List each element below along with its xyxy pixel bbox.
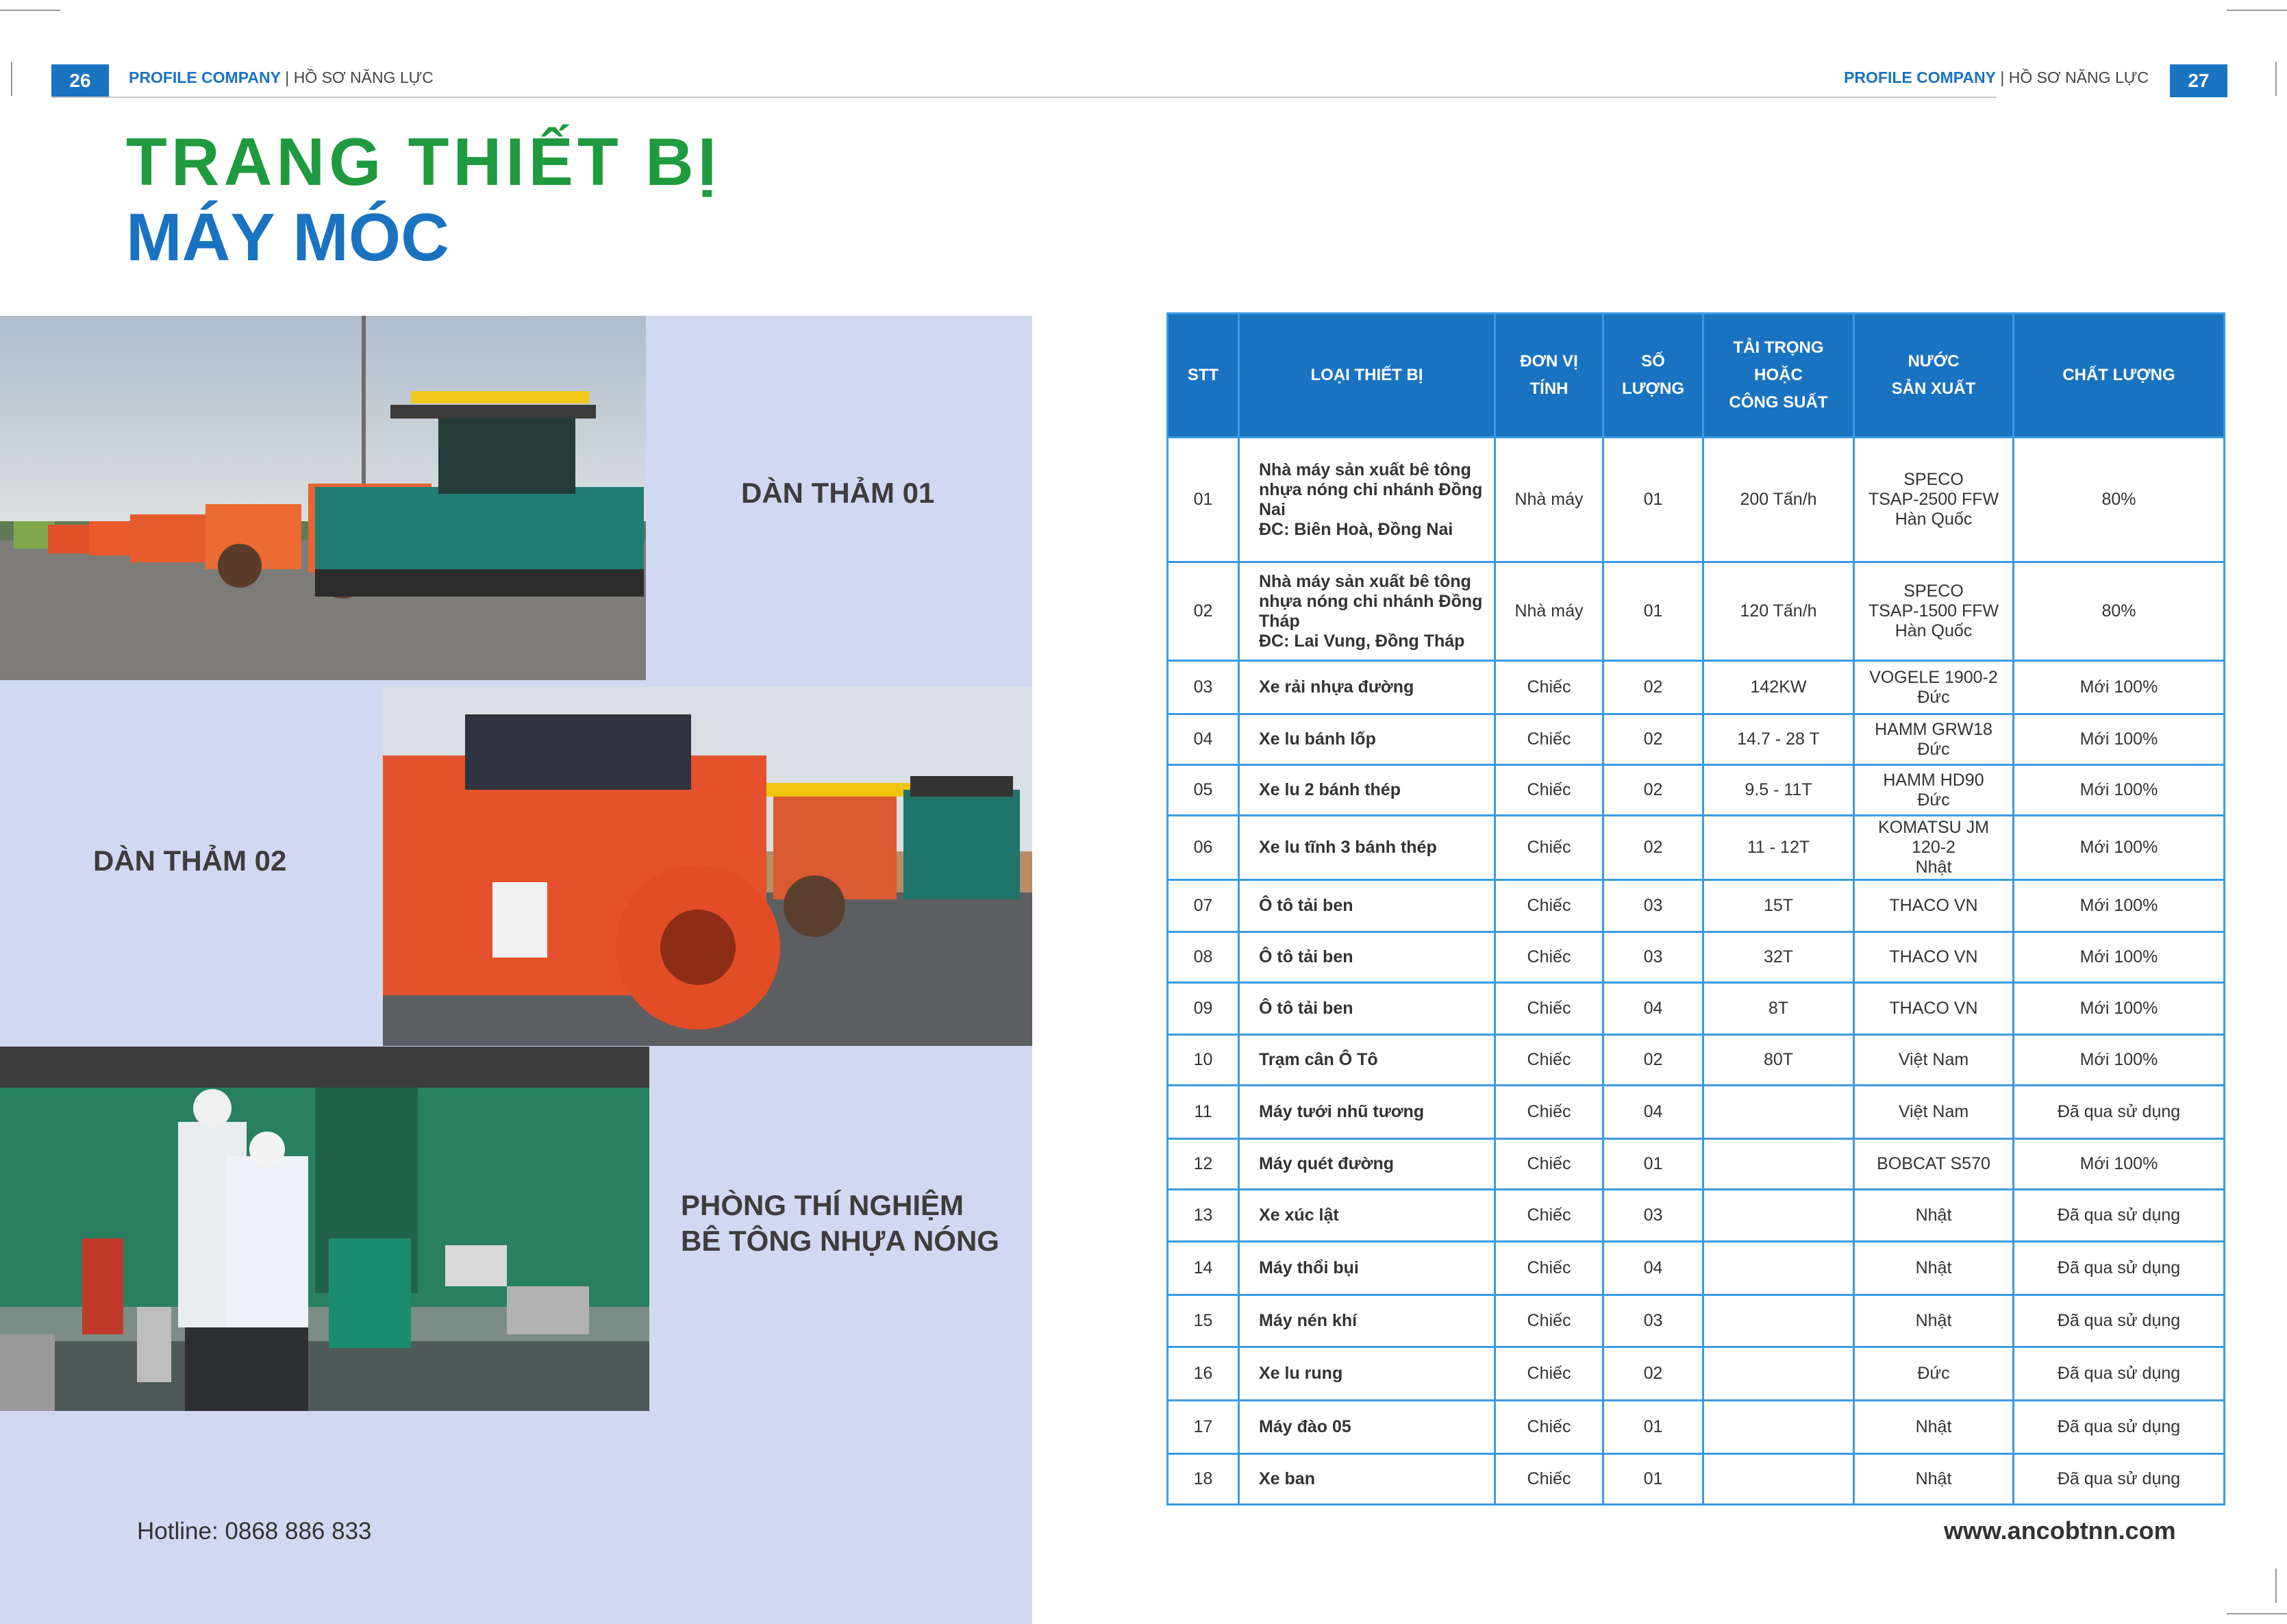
cell-unit: Chiếc	[1495, 1190, 1603, 1242]
cell-origin: Nhật	[1854, 1190, 2014, 1242]
cell-stt: 03	[1168, 661, 1239, 714]
cell-unit: Chiếc	[1495, 1139, 1603, 1190]
cell-equipment-name: Máy đào 05	[1239, 1401, 1495, 1454]
cell-unit: Chiếc	[1495, 983, 1603, 1035]
photo-road-roller	[383, 687, 1032, 1046]
cell-equipment-name: Trạm cân Ô Tô	[1239, 1035, 1495, 1086]
cell-equipment-name: Máy tưới nhũ tương	[1239, 1086, 1495, 1139]
cell-origin: HAMM GRW18 Đức	[1854, 714, 2014, 765]
table-row	[1168, 714, 2225, 765]
cell-quantity: 04	[1603, 1242, 1703, 1295]
cell-quantity: 03	[1603, 880, 1703, 932]
cell-capacity: 14.7 - 28 T	[1703, 714, 1854, 765]
table-row	[1168, 880, 2225, 932]
cell-unit: Chiếc	[1495, 661, 1603, 714]
cell-unit: Chiếc	[1495, 1295, 1603, 1347]
cell-equipment-name: Xe lu 2 bánh thép	[1239, 765, 1495, 816]
cell-capacity	[1703, 1086, 1854, 1139]
cell-quality: Mới 100%	[2014, 1139, 2225, 1190]
cell-unit: Nhà máy	[1495, 562, 1603, 661]
crop-mark	[2227, 10, 2287, 11]
website-link[interactable]: www.ancobtnn.com	[1944, 1516, 2176, 1545]
cell-capacity: 15T	[1703, 880, 1854, 932]
table-row	[1168, 438, 2225, 562]
cell-origin: THACO VN	[1854, 880, 2014, 932]
cell-unit: Chiếc	[1495, 1035, 1603, 1086]
cell-origin: Việt Nam	[1854, 1086, 2014, 1139]
table-row	[1168, 983, 2225, 1035]
cell-quantity: 01	[1603, 562, 1703, 661]
table-row	[1168, 1401, 2225, 1454]
cell-stt: 05	[1168, 765, 1239, 816]
cell-capacity	[1703, 1190, 1854, 1242]
cell-equipment-name: Nhà máy sản xuất bê tông nhựa nóng chi nhánh Đồng Nai ĐC: Biên Hoà, Đồng Nai	[1239, 438, 1495, 562]
cell-capacity: 200 Tấn/h	[1703, 438, 1854, 562]
hotline[interactable]: Hotline: 0868 886 833	[137, 1518, 372, 1545]
cell-unit: Nhà máy	[1495, 438, 1603, 562]
header-type: LOẠI THIẾT BỊ	[1239, 314, 1495, 438]
equipment-table	[1166, 312, 2225, 1506]
running-header-left: PROFILE COMPANY | HỒ SƠ NĂNG LỰC	[129, 68, 434, 86]
crop-mark	[11, 62, 12, 96]
cell-stt: 16	[1168, 1347, 1239, 1401]
cell-quality: 80%	[2014, 438, 2225, 562]
cell-quality: Đã qua sử dụng	[2014, 1190, 2225, 1242]
table-row	[1168, 1035, 2225, 1086]
cell-equipment-name: Ô tô tải ben	[1239, 880, 1495, 932]
cell-equipment-name: Xe lu tĩnh 3 bánh thép	[1239, 816, 1495, 880]
cell-quality: Đã qua sử dụng	[2014, 1242, 2225, 1295]
cell-unit: Chiếc	[1495, 932, 1603, 983]
cell-stt: 13	[1168, 1190, 1239, 1242]
photo-laboratory	[0, 1047, 649, 1411]
cell-equipment-name: Xe lu bánh lốp	[1239, 714, 1495, 765]
cell-quality: Đã qua sử dụng	[2014, 1401, 2225, 1454]
cell-quantity: 03	[1603, 1190, 1703, 1242]
cell-origin: Việt Nam	[1854, 1035, 2014, 1086]
cell-origin: Nhật	[1854, 1242, 2014, 1295]
cell-quality: Đã qua sử dụng	[2014, 1347, 2225, 1401]
table-row	[1168, 1190, 2225, 1242]
cell-stt: 12	[1168, 1139, 1239, 1190]
cell-quality: Mới 100%	[2014, 880, 2225, 932]
cell-capacity: 142KW	[1703, 661, 1854, 714]
page-number-right: 27	[2170, 64, 2227, 97]
cell-quality: Mới 100%	[2014, 661, 2225, 714]
cell-origin: Nhật	[1854, 1454, 2014, 1505]
cell-capacity: 9.5 - 11T	[1703, 765, 1854, 816]
cell-equipment-name: Máy nén khí	[1239, 1295, 1495, 1347]
cell-unit: Chiếc	[1495, 880, 1603, 932]
cell-unit: Chiếc	[1495, 1086, 1603, 1139]
cell-capacity: 32T	[1703, 932, 1854, 983]
cell-origin: KOMATSU JM 120-2 Nhật	[1854, 816, 2014, 880]
cell-stt: 11	[1168, 1086, 1239, 1139]
page-title-line1: TRANG THIẾT BỊ	[126, 124, 721, 199]
cell-capacity	[1703, 1454, 1854, 1505]
cell-stt: 09	[1168, 983, 1239, 1035]
table-row	[1168, 1454, 2225, 1505]
header-quantity: SỐ LƯỢNG	[1603, 314, 1703, 438]
cell-equipment-name: Ô tô tải ben	[1239, 983, 1495, 1035]
cell-stt: 04	[1168, 714, 1239, 765]
cell-unit: Chiếc	[1495, 1454, 1603, 1505]
cell-unit: Chiếc	[1495, 765, 1603, 816]
cell-capacity: 11 - 12T	[1703, 816, 1854, 880]
cell-quantity: 02	[1603, 1347, 1703, 1401]
header-origin: NƯỚC SẢN XUẤT	[1854, 314, 2014, 438]
cell-origin: SPECO TSAP-2500 FFW Hàn Quốc	[1854, 438, 2014, 562]
table-row	[1168, 932, 2225, 983]
cell-unit: Chiếc	[1495, 1242, 1603, 1295]
page-number-left: 26	[51, 64, 109, 97]
cell-stt: 15	[1168, 1295, 1239, 1347]
cell-quantity: 01	[1603, 438, 1703, 562]
page-title-line2: MÁY MÓC	[126, 199, 449, 275]
cell-origin: Nhật	[1854, 1401, 2014, 1454]
cell-stt: 18	[1168, 1454, 1239, 1505]
photo-paving-fleet	[0, 316, 646, 680]
cell-capacity	[1703, 1242, 1854, 1295]
cell-stt: 08	[1168, 932, 1239, 983]
laboratory-label-line2: BÊ TÔNG NHỰA NÓNG	[681, 1225, 999, 1257]
cell-stt: 17	[1168, 1401, 1239, 1454]
header-rule	[51, 97, 1997, 98]
cell-quantity: 03	[1603, 932, 1703, 983]
cell-quality: Đã qua sử dụng	[2014, 1295, 2225, 1347]
cell-equipment-name: Xe ban	[1239, 1454, 1495, 1505]
cell-equipment-name: Xe xúc lật	[1239, 1190, 1495, 1242]
cell-equipment-name: Xe rải nhựa đường	[1239, 661, 1495, 714]
cell-equipment-name: Xe lu rung	[1239, 1347, 1495, 1401]
running-header-right: PROFILE COMPANY | HỒ SƠ NĂNG LỰC	[1844, 68, 2149, 86]
cell-unit: Chiếc	[1495, 1347, 1603, 1401]
cell-origin: Đức	[1854, 1347, 2014, 1401]
cell-quantity: 02	[1603, 714, 1703, 765]
cell-origin: THACO VN	[1854, 932, 2014, 983]
cell-equipment-name: Nhà máy sản xuất bê tông nhựa nóng chi nhánh Đồng Tháp ĐC: Lai Vung, Đồng Tháp	[1239, 562, 1495, 661]
table-row	[1168, 1295, 2225, 1347]
cell-origin: VOGELE 1900-2 Đức	[1854, 661, 2014, 714]
cell-equipment-name: Ô tô tải ben	[1239, 932, 1495, 983]
header-quality: CHẤT LƯỢNG	[2014, 314, 2225, 438]
cell-quality: Mới 100%	[2014, 932, 2225, 983]
cell-quantity: 02	[1603, 1035, 1703, 1086]
cell-origin: HAMM HD90 Đức	[1854, 765, 2014, 816]
cell-quality: Đã qua sử dụng	[2014, 1086, 2225, 1139]
photo-label-dan-tham-01: DÀN THẢM 01	[741, 477, 935, 509]
cell-capacity: 8T	[1703, 983, 1854, 1035]
cell-capacity	[1703, 1347, 1854, 1401]
cell-quality: Mới 100%	[2014, 714, 2225, 765]
cell-quality: Đã qua sử dụng	[2014, 1454, 2225, 1505]
cell-stt: 14	[1168, 1242, 1239, 1295]
cell-stt: 01	[1168, 438, 1239, 562]
cell-quantity: 04	[1603, 1086, 1703, 1139]
cell-quantity: 01	[1603, 1454, 1703, 1505]
table-row	[1168, 765, 2225, 816]
cell-capacity	[1703, 1295, 1854, 1347]
table-row	[1168, 1347, 2225, 1401]
cell-origin: Nhật	[1854, 1295, 2014, 1347]
cell-capacity	[1703, 1139, 1854, 1190]
cell-quantity: 02	[1603, 816, 1703, 880]
header-stt: STT	[1168, 314, 1239, 438]
cell-stt: 07	[1168, 880, 1239, 932]
cell-stt: 10	[1168, 1035, 1239, 1086]
crop-mark	[0, 10, 60, 11]
photo-label-laboratory	[681, 1188, 999, 1259]
cell-quantity: 04	[1603, 983, 1703, 1035]
table-row	[1168, 1242, 2225, 1295]
crop-mark	[2227, 1613, 2287, 1614]
cell-capacity: 120 Tấn/h	[1703, 562, 1854, 661]
header-capacity: TẢI TRỌNG HOẶC CÔNG SUẤT	[1703, 314, 1854, 438]
table-row	[1168, 661, 2225, 714]
cell-quantity: 02	[1603, 661, 1703, 714]
photo-label-dan-tham-02: DÀN THẢM 02	[93, 845, 287, 877]
cell-origin: THACO VN	[1854, 983, 2014, 1035]
table-header-row	[1168, 314, 2225, 438]
cell-equipment-name: Máy quét đường	[1239, 1139, 1495, 1190]
laboratory-label-line1: PHÒNG THÍ NGHIỆM	[681, 1189, 964, 1221]
cell-stt: 02	[1168, 562, 1239, 661]
cell-stt: 06	[1168, 816, 1239, 880]
cell-quantity: 01	[1603, 1139, 1703, 1190]
cell-origin: BOBCAT S570	[1854, 1139, 2014, 1190]
crop-mark	[2275, 62, 2277, 96]
cell-quality: Mới 100%	[2014, 983, 2225, 1035]
table-row	[1168, 562, 2225, 661]
cell-capacity	[1703, 1401, 1854, 1454]
crop-mark	[2275, 1569, 2277, 1603]
cell-unit: Chiếc	[1495, 1401, 1603, 1454]
cell-quality: 80%	[2014, 562, 2225, 661]
cell-origin: SPECO TSAP-1500 FFW Hàn Quốc	[1854, 562, 2014, 661]
table-row	[1168, 816, 2225, 880]
table-row	[1168, 1139, 2225, 1190]
cell-quality: Mới 100%	[2014, 816, 2225, 880]
cell-unit: Chiếc	[1495, 714, 1603, 765]
cell-quality: Mới 100%	[2014, 1035, 2225, 1086]
cell-quantity: 01	[1603, 1401, 1703, 1454]
cell-quality: Mới 100%	[2014, 765, 2225, 816]
cell-capacity: 80T	[1703, 1035, 1854, 1086]
cell-equipment-name: Máy thổi bụi	[1239, 1242, 1495, 1295]
table-row	[1168, 1086, 2225, 1139]
cell-quantity: 03	[1603, 1295, 1703, 1347]
cell-quantity: 02	[1603, 765, 1703, 816]
header-unit: ĐƠN VỊ TÍNH	[1495, 314, 1603, 438]
cell-unit: Chiếc	[1495, 816, 1603, 880]
